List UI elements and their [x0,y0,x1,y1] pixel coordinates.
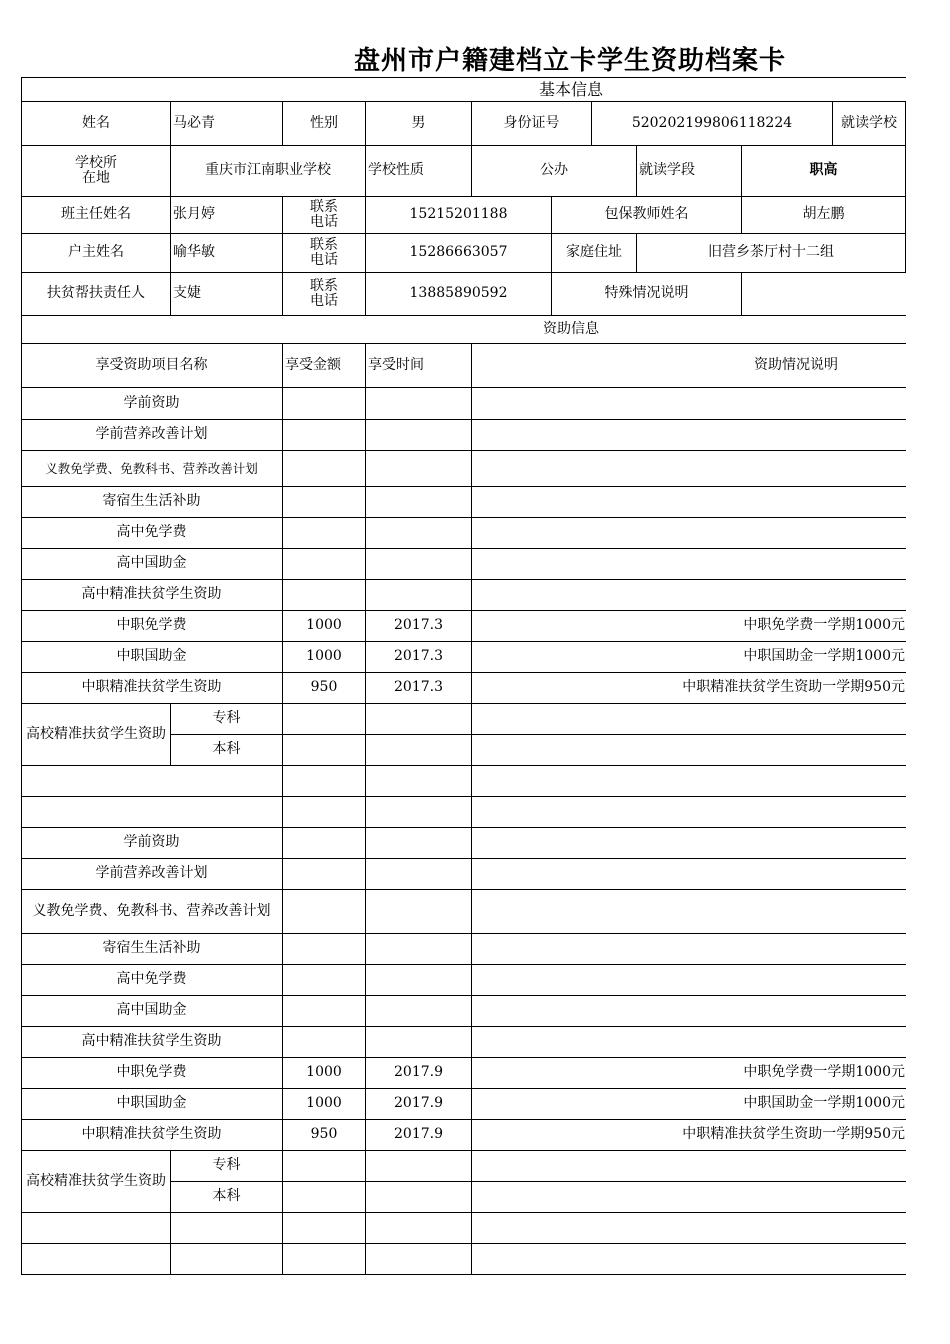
householder-phone: 15286663057 [409,244,508,260]
aid-desc: 中职国助金一学期1000元 [743,1095,905,1111]
aid-time [366,858,471,889]
aid-item-name: 中职国助金 [116,648,187,664]
aid-item-name: 学前营养改善计划 [95,426,208,442]
aid-amount [283,450,365,486]
aid-amount [283,964,365,995]
aid-item-name: 中职免学费 [116,1064,187,1080]
teacher-phone: 15215201188 [409,206,508,222]
aid-item-name: 寄宿生生活补助 [102,493,201,509]
col-time-header: 享受时间 [368,356,424,373]
aid-amount [283,548,365,579]
aid-desc [472,995,906,1026]
aid-amount [283,858,365,889]
aid-amount [283,579,365,610]
aid-item-name: 学前资助 [123,834,180,850]
aid-item-name: 学前营养改善计划 [95,865,208,881]
aid-time: 2017.9 [394,1126,443,1142]
aid-amount [283,387,365,419]
col-amount-header: 享受金额 [285,356,341,373]
gender-label: 性别 [310,114,338,131]
school-location-label: 学校所在地 [75,154,117,186]
college-sub-bachelor: 本科 [212,741,241,757]
aid-item-name: 学前资助 [123,394,180,411]
aid-desc: 中职精准扶贫学生资助一学期950元 [682,1126,905,1142]
aid-item-name: 高中精准扶贫学生资助 [81,586,222,602]
name-label: 姓名 [82,114,110,131]
address-value: 旧营乡茶厅村十二组 [708,244,834,260]
aid-desc [472,486,906,517]
aid-time [366,933,471,964]
aid-amount: 1000 [306,1064,342,1080]
aid-time: 2017.3 [394,648,443,664]
aid-desc: 中职精准扶贫学生资助一学期950元 [682,679,905,695]
aid-desc [472,517,906,548]
stage-value: 职高 [809,162,838,178]
mentor-value: 胡左鹏 [802,206,845,222]
aid-amount [283,517,365,548]
college-sub-junior-2: 专科 [212,1157,241,1173]
aid-desc [472,387,906,419]
aid-item-name: 高中免学费 [116,971,187,987]
college-sub-bachelor-2: 本科 [212,1188,241,1204]
aid-desc [472,419,906,450]
aid-item-name: 义教免学费、免教科书、营养改善计划 [32,902,271,919]
aid-time [366,579,471,610]
teacher-phone-label: 联系电话 [310,198,338,230]
aid-item-name: 高中精准扶贫学生资助 [81,1033,222,1049]
aid-time [366,450,471,486]
address-label: 家庭住址 [566,244,622,260]
aid-desc [472,889,906,933]
aid-desc [472,450,906,486]
teacher-value: 张月婷 [173,206,215,222]
aid-time: 2017.9 [394,1064,443,1080]
school-location-value: 重庆市江南职业学校 [205,162,331,178]
aid-desc [472,1026,906,1057]
archive-card-table [21,77,906,1276]
aid-desc [472,548,906,579]
page-title: 盘州市户籍建档立卡学生资助档案卡 [353,46,786,76]
aid-amount [283,889,365,933]
helper-phone: 13885890592 [409,285,508,301]
aid-amount: 1000 [306,1095,342,1111]
aid-time: 2017.9 [394,1095,443,1111]
aid-time [366,995,471,1026]
aid-desc: 中职免学费一学期1000元 [743,1064,905,1080]
aid-amount: 950 [310,1126,338,1142]
helper-label: 扶贫帮扶责任人 [47,285,145,301]
aid-time: 2017.3 [394,679,443,695]
aid-desc [472,827,906,858]
helper-phone-label: 联系电话 [310,277,338,309]
id-value: 520202199806118224 [631,114,793,131]
aid-amount: 950 [310,679,338,695]
aid-amount: 1000 [306,617,342,633]
aid-time [366,548,471,579]
aid-amount [283,486,365,517]
school-type-value: 公办 [540,162,568,178]
aid-item-name: 中职精准扶贫学生资助 [81,1126,222,1142]
aid-item-name: 高中国助金 [116,555,187,571]
householder-label: 户主姓名 [68,244,124,260]
aid-desc [472,579,906,610]
college-aid-label-2: 高校精准扶贫学生资助 [26,1172,166,1189]
special-label: 特殊情况说明 [604,285,689,301]
school-label: 就读学校 [841,114,897,131]
id-label: 身份证号 [503,114,560,131]
aid-item-name: 中职免学费 [116,617,187,633]
aid-item-name: 高中国助金 [116,1002,187,1018]
college-aid-label: 高校精准扶贫学生资助 [26,725,166,742]
aid-item-name: 中职精准扶贫学生资助 [81,679,222,695]
aid-amount: 1000 [306,648,342,664]
school-type-label: 学校性质 [368,162,424,178]
aid-time [366,419,471,450]
aid-time [366,486,471,517]
aid-item-name: 义教免学费、免教科书、营养改善计划 [45,460,258,476]
aid-desc [472,933,906,964]
aid-time [366,387,471,419]
college-sub-junior: 专科 [212,710,241,726]
aid-time [366,1026,471,1057]
aid-desc [472,964,906,995]
aid-time [366,964,471,995]
aid-amount [283,419,365,450]
aid-item-name: 寄宿生生活补助 [102,940,201,956]
aid-amount [283,1026,365,1057]
col-item-header: 享受资助项目名称 [95,356,208,373]
name-value: 马必青 [173,114,215,131]
basic-info-header: 基本信息 [538,79,603,99]
aid-item-name: 高中免学费 [116,524,187,540]
gender-value: 男 [411,114,426,131]
aid-amount [283,827,365,858]
aid-item-name: 中职国助金 [116,1095,187,1111]
aid-amount [283,933,365,964]
householder-value: 喻华敏 [173,244,215,260]
aid-desc: 中职免学费一学期1000元 [743,617,905,633]
householder-phone-label: 联系电话 [310,236,338,268]
aid-time [366,827,471,858]
aid-desc [472,858,906,889]
aid-amount [283,995,365,1026]
stage-label: 就读学段 [639,162,695,178]
aid-time: 2017.3 [394,617,443,633]
aid-desc: 中职国助金一学期1000元 [743,648,905,664]
aid-time [366,889,471,933]
helper-value: 支婕 [173,285,201,301]
col-desc-header: 资助情况说明 [754,356,838,373]
mentor-label: 包保教师姓名 [604,206,689,222]
teacher-label: 班主任姓名 [61,206,131,222]
aid-info-header: 资助信息 [543,320,599,337]
aid-time [366,517,471,548]
